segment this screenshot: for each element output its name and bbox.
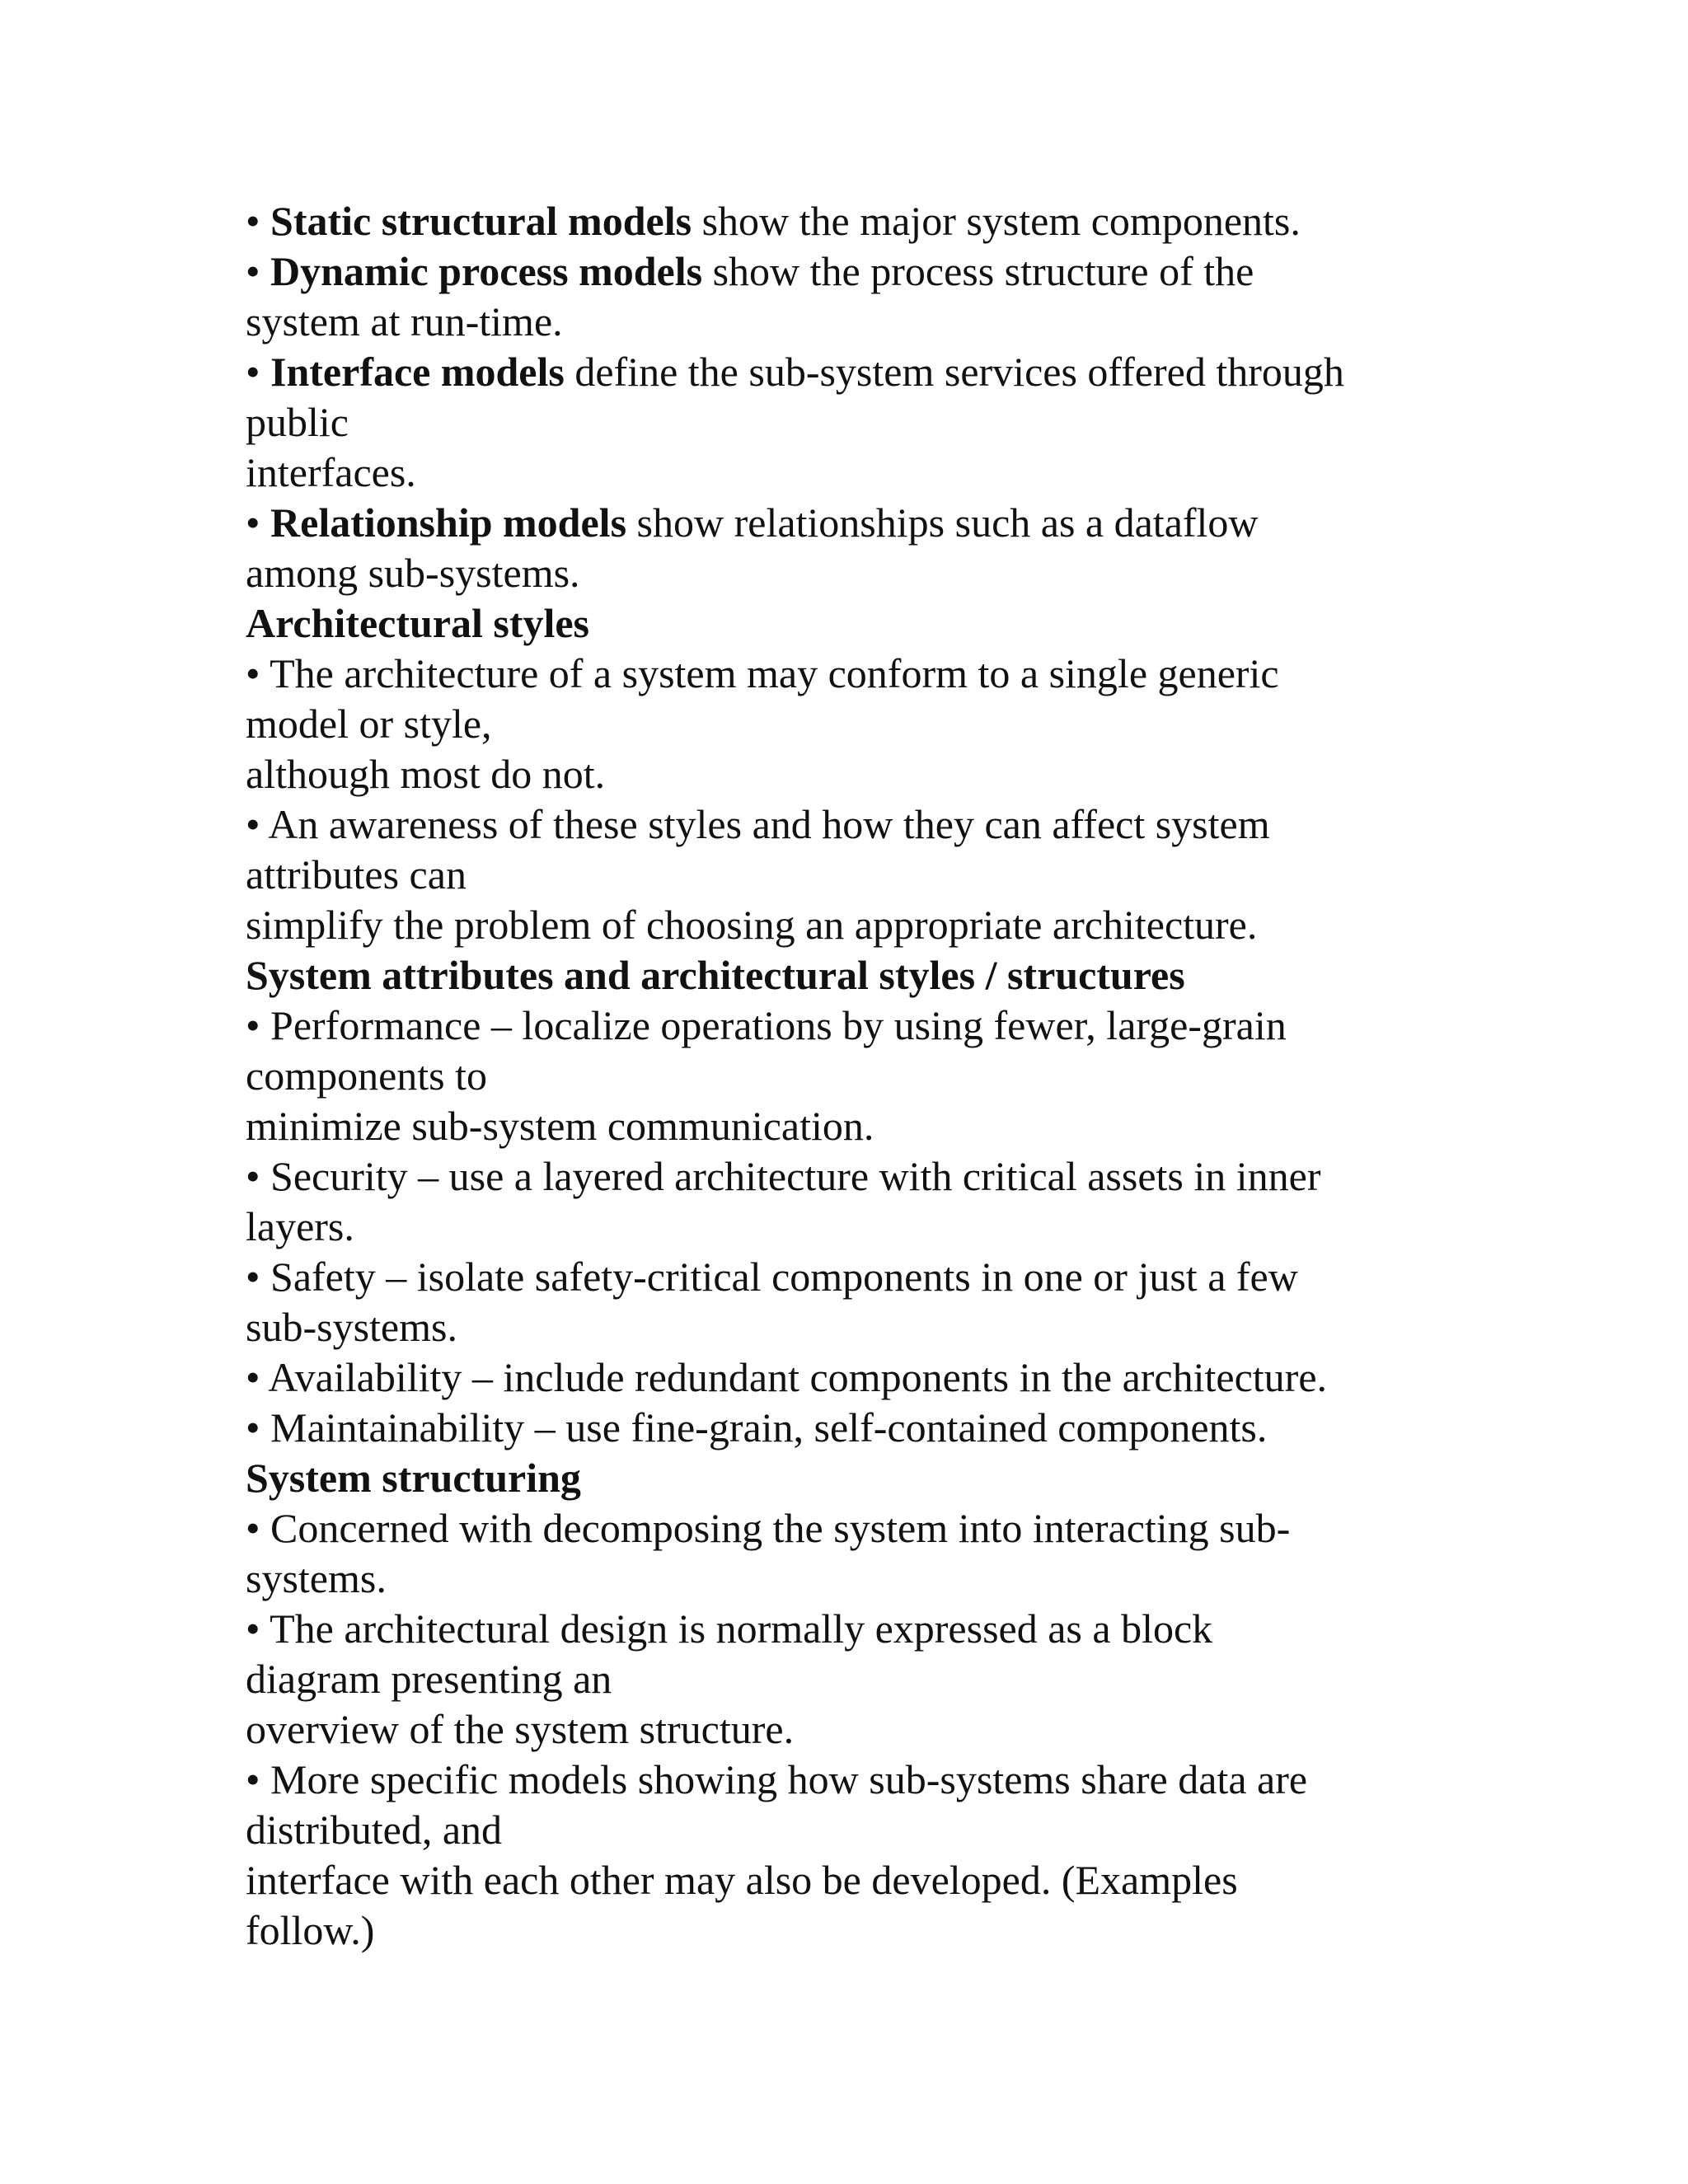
bullet: • — [246, 248, 260, 294]
model-description-continued: among sub-systems. — [246, 550, 580, 596]
term-interface-models: Interface models — [270, 349, 565, 395]
list-item — [246, 1604, 1449, 1654]
list-item-text: The architectural design is normally expressed as a block — [260, 1605, 1213, 1652]
list-item-continued: sub-systems. — [246, 1304, 457, 1350]
model-item-relationship — [246, 498, 1449, 548]
list-item-text: Safety – isolate safety-critical components in one or just a few — [260, 1254, 1298, 1300]
list-item — [246, 1001, 1449, 1051]
list-item-text: Availability – include redundant components in the architecture. — [260, 1354, 1328, 1400]
heading-system-attributes: System attributes and architectural styles / structures — [246, 952, 1185, 998]
list-item-text: Concerned with decomposing the system into interacting sub- — [260, 1505, 1291, 1551]
model-description: show the major system components. — [692, 198, 1301, 244]
bullet: • — [246, 1153, 260, 1199]
bullet: • — [246, 1505, 260, 1551]
model-description-continued: interfaces. — [246, 449, 416, 495]
list-item — [246, 1151, 1449, 1202]
list-item-continued: layers. — [246, 1203, 354, 1249]
term-relationship-models: Relationship models — [270, 499, 627, 546]
list-item-continued: components to — [246, 1052, 488, 1099]
list-item — [246, 1252, 1449, 1302]
list-item — [246, 1403, 1449, 1453]
list-item-continued: simplify the problem of choosing an appropriate architecture. — [246, 902, 1258, 948]
list-item-text: Performance – localize operations by using fewer, large-grain — [260, 1002, 1287, 1048]
list-item-continued: distributed, and — [246, 1807, 503, 1853]
bullet: • — [246, 1254, 260, 1300]
heading-system-structuring: System structuring — [246, 1455, 581, 1501]
bullet: • — [246, 1002, 260, 1048]
list-item-continued: overview of the system structure. — [246, 1706, 795, 1752]
bullet: • — [246, 349, 260, 395]
bullet: • — [246, 650, 260, 696]
bullet: • — [246, 1404, 260, 1451]
heading-architectural-styles: Architectural styles — [246, 600, 590, 646]
document-page — [246, 196, 1449, 1956]
list-item-continued: systems. — [246, 1555, 387, 1601]
list-item — [246, 1755, 1449, 1805]
model-item-static — [246, 196, 1449, 246]
list-item — [246, 1352, 1449, 1403]
term-static-structural-models: Static structural models — [270, 198, 692, 244]
list-item-continued: model or style, — [246, 701, 492, 747]
list-item-text: An awareness of these styles and how they can affect system — [260, 801, 1270, 847]
list-item — [246, 799, 1449, 850]
bullet: • — [246, 1756, 260, 1802]
model-item-dynamic — [246, 246, 1449, 297]
bullet: • — [246, 801, 260, 847]
list-item-continued: follow.) — [246, 1907, 375, 1953]
model-description: show the process structure of the — [702, 248, 1254, 294]
list-item-text: Maintainability – use fine-grain, self-contained components. — [260, 1404, 1268, 1451]
bullet: • — [246, 1605, 260, 1652]
list-item-text: More specific models showing how sub-systems share data are — [260, 1756, 1308, 1802]
bullet: • — [246, 499, 260, 546]
list-item-continued: interface with each other may also be developed. (Examples — [246, 1857, 1238, 1903]
model-description: show relationships such as a dataflow — [626, 499, 1259, 546]
list-item-continued: minimize sub-system communication. — [246, 1103, 874, 1149]
model-description-continued: public — [246, 399, 349, 445]
term-dynamic-process-models: Dynamic process models — [270, 248, 703, 294]
list-item-text: Security – use a layered architecture with critical assets in inner — [260, 1153, 1321, 1199]
list-item — [246, 649, 1449, 699]
list-item — [246, 1503, 1449, 1554]
model-description: define the sub-system services offered through — [564, 349, 1344, 395]
list-item-continued: although most do not. — [246, 751, 606, 797]
list-item-continued: attributes can — [246, 851, 467, 898]
model-item-interface — [246, 347, 1449, 397]
bullet: • — [246, 198, 260, 244]
list-item-text: The architecture of a system may conform to a single generic — [260, 650, 1279, 696]
model-description-continued: system at run-time. — [246, 298, 563, 344]
list-item-continued: diagram presenting an — [246, 1656, 612, 1702]
bullet: • — [246, 1354, 260, 1400]
